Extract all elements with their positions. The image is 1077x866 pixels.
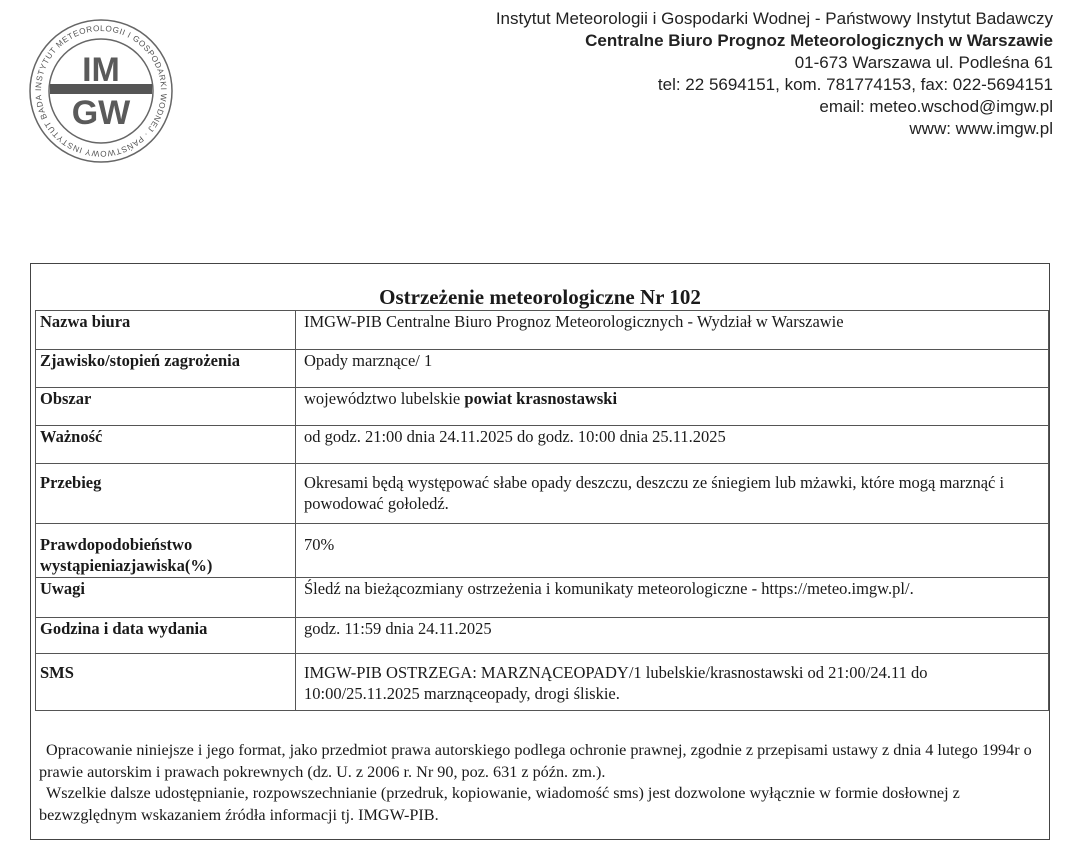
table-row (36, 524, 1049, 578)
imgw-logo-icon (28, 18, 174, 164)
institution-header (496, 8, 1053, 140)
header-institute: Instytut Meteorologii i Gospodarki Wodnej - Państwowy Instytut Badawczy (495, 9, 1053, 28)
row-value-biuro: IMGW-PIB Centralne Biuro Prognoz Meteorologicznych - Wydział w Warszawie (296, 311, 1049, 350)
logo-letters-top: IM (82, 51, 120, 89)
row-value-wydanie: godz. 11:59 dnia 24.11.2025 (296, 618, 1049, 654)
row-value-obszar (296, 388, 1049, 426)
table-row (36, 311, 1049, 350)
row-label-obszar: Obszar (36, 388, 296, 426)
row-value-waznosc: od godz. 21:00 dnia 24.11.2025 do godz. 10:00 dnia 25.11.2025 (296, 426, 1049, 464)
row-label-uwagi: Uwagi (36, 578, 296, 618)
warning-title: Ostrzeżenie meteorologiczne Nr 102 (379, 285, 701, 309)
table-row (36, 578, 1049, 618)
header-email: email: meteo.wschod@imgw.pl (819, 97, 1053, 116)
row-label-waznosc: Ważność (36, 426, 296, 464)
table-row (36, 350, 1049, 388)
row-label-przebieg: Przebieg (36, 464, 296, 524)
header-office: Centralne Biuro Prognoz Meteorologicznych w Warszawie (585, 31, 1053, 50)
table-row (36, 654, 1049, 711)
distribution-paragraph: Wszelkie dalsze udostępnianie, rozpowszechnianie (przedruk, kopiowanie, wiadomość sms) jest dozwolone wyłącznie w formie dosłownej z bezwzględnym wskazaniem źródła informacji tj. IMGW-PIB. (39, 784, 960, 824)
row-label-wydanie: Godzina i data wydania (36, 618, 296, 654)
logo-ring-text: INSTYTUT METEOROLOGII I GOSPODARKI WODNEJ · PAŃSTWOWY INSTYTUT BADA (33, 23, 169, 159)
row-value-zjawisko: Opady marznące/ 1 (296, 350, 1049, 388)
table-row (36, 618, 1049, 654)
header-phone: tel: 22 5694151, kom. 781774153, fax: 022-5694151 (657, 75, 1053, 94)
row-label-sms: SMS (36, 654, 296, 711)
warning-box (30, 263, 1050, 840)
row-value-przebieg: Okresami będą występować słabe opady deszczu, deszczu ze śniegiem lub mżawki, które mogą marznąć i powodować gołoledź. (296, 464, 1049, 524)
table-row (36, 426, 1049, 464)
row-value-sms: IMGW-PIB OSTRZEGA: MARZNĄCEOPADY/1 lubelskie/krasnostawski od 21:00/24.11 do 10:00/25.11.2025 marznąceopady, drogi śliskie. (296, 654, 1049, 711)
table-row (36, 388, 1049, 426)
row-label-prawdopodobienstwo: Prawdopodobieństwo wystąpieniazjawiska(%) (36, 524, 296, 578)
obszar-region: województwo lubelskie (304, 389, 465, 408)
row-value-prawdopodobienstwo: 70% (296, 524, 1049, 578)
row-label-zjawisko: Zjawisko/stopień zagrożenia (36, 350, 296, 388)
table-row (36, 464, 1049, 524)
warning-table (35, 310, 1049, 711)
obszar-county: powiat krasnostawski (464, 389, 618, 408)
imgw-logo (28, 18, 174, 164)
copyright-paragraph: Opracowanie niniejsze i jego format, jako przedmiot prawa autorskiego podlega ochronie prawnej, zgodnie z przepisami ustawy z dnia 4 lutego 1994r o prawie autorskim i prawach pokrewnych (dz. U. z 2006 r. Nr 90, poz. 631 z późn. zm.). (39, 741, 1032, 781)
header-www: www: www.imgw.pl (909, 119, 1053, 138)
header-address: 01-673 Warszawa ul. Podleśna 61 (794, 53, 1053, 72)
logo-letters-bottom: GW (71, 94, 131, 132)
row-value-uwagi: Śledź na bieżącozmiany ostrzeżenia i komunikaty meteorologiczne - https://meteo.imgw.pl/. (296, 578, 1049, 618)
copyright-footer (39, 740, 1039, 826)
row-label-biuro: Nazwa biura (36, 311, 296, 350)
